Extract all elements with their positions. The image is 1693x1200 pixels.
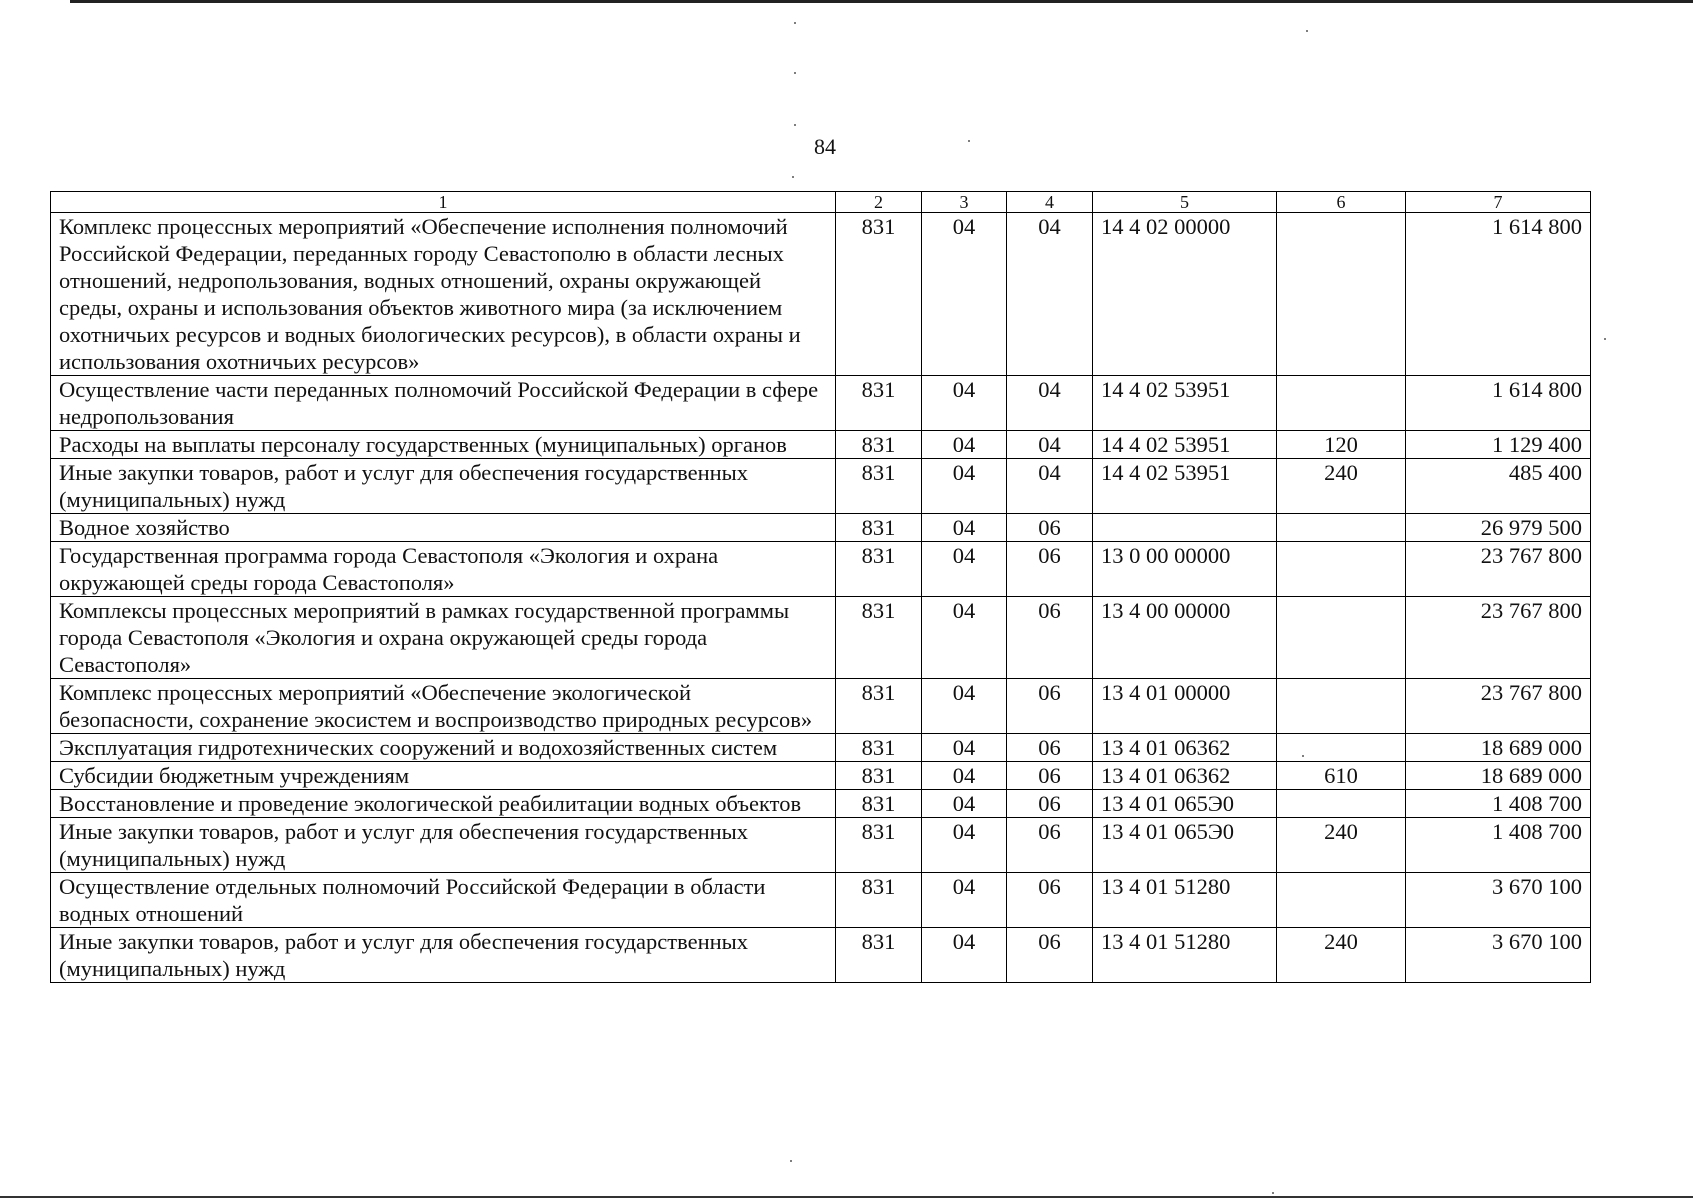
row-name: Комплексы процессных мероприятий в рамках государственной программы города Севастополя «Экология и охрана окружающей среды города Севастополя» <box>51 597 836 679</box>
row-col2: 831 <box>836 928 922 983</box>
row-col7: 1 614 800 <box>1406 376 1591 431</box>
scan-speck <box>792 176 794 178</box>
table-row <box>51 597 1591 679</box>
row-name: Комплекс процессных мероприятий «Обеспечение исполнения полномочий Российской Федерации, переданных городу Севастополю в области лесных отношений, недропользования, водных отношений, охраны окружающей среды, охраны и использования объектов животного мира (за исключением охотничьих ресурсов и водных биологических ресурсов), в области охраны и использования охотничьих ресурсов» <box>51 213 836 376</box>
row-col2: 831 <box>836 762 922 790</box>
row-col3: 04 <box>922 514 1007 542</box>
row-col7: 23 767 800 <box>1406 597 1591 679</box>
row-col4: 06 <box>1007 679 1093 734</box>
row-name: Водное хозяйство <box>51 514 836 542</box>
row-col4: 04 <box>1007 213 1093 376</box>
row-col2: 831 <box>836 213 922 376</box>
row-col7: 3 670 100 <box>1406 928 1591 983</box>
row-col5: 13 4 01 065Э0 <box>1093 790 1277 818</box>
table-row <box>51 431 1591 459</box>
row-col3: 04 <box>922 734 1007 762</box>
table-row <box>51 514 1591 542</box>
row-col4: 06 <box>1007 734 1093 762</box>
row-col5 <box>1093 514 1277 542</box>
row-col6 <box>1277 790 1406 818</box>
row-col5: 13 4 01 06362 <box>1093 762 1277 790</box>
scan-speck <box>790 1160 792 1162</box>
row-col6: 240 <box>1277 928 1406 983</box>
row-col2: 831 <box>836 679 922 734</box>
row-name: Иные закупки товаров, работ и услуг для обеспечения государственных (муниципальных) нужд <box>51 818 836 873</box>
row-name: Иные закупки товаров, работ и услуг для обеспечения государственных (муниципальных) нужд <box>51 459 836 514</box>
row-col2: 831 <box>836 597 922 679</box>
row-col2: 831 <box>836 431 922 459</box>
row-col3: 04 <box>922 762 1007 790</box>
row-col4: 06 <box>1007 818 1093 873</box>
scan-speck <box>1604 338 1606 340</box>
table-row <box>51 818 1591 873</box>
row-col5: 14 4 02 53951 <box>1093 376 1277 431</box>
row-name: Эксплуатация гидротехнических сооружений и водохозяйственных систем <box>51 734 836 762</box>
row-col2: 831 <box>836 790 922 818</box>
row-col5: 14 4 02 00000 <box>1093 213 1277 376</box>
table-row <box>51 376 1591 431</box>
row-col4: 06 <box>1007 873 1093 928</box>
row-col3: 04 <box>922 679 1007 734</box>
row-col3: 04 <box>922 213 1007 376</box>
row-name: Субсидии бюджетным учреждениям <box>51 762 836 790</box>
row-col3: 04 <box>922 873 1007 928</box>
header-cell: 6 <box>1277 192 1406 213</box>
row-col6 <box>1277 679 1406 734</box>
header-cell: 2 <box>836 192 922 213</box>
header-cell: 7 <box>1406 192 1591 213</box>
header-cell: 5 <box>1093 192 1277 213</box>
row-col2: 831 <box>836 514 922 542</box>
table-row <box>51 679 1591 734</box>
row-col7: 23 767 800 <box>1406 542 1591 597</box>
row-col6 <box>1277 873 1406 928</box>
row-col7: 18 689 000 <box>1406 762 1591 790</box>
row-col7: 485 400 <box>1406 459 1591 514</box>
row-col5: 13 4 01 00000 <box>1093 679 1277 734</box>
row-col5: 13 4 00 00000 <box>1093 597 1277 679</box>
table-row <box>51 734 1591 762</box>
row-col4: 06 <box>1007 928 1093 983</box>
header-cell: 1 <box>51 192 836 213</box>
row-col6 <box>1277 734 1406 762</box>
row-col4: 06 <box>1007 514 1093 542</box>
table-row <box>51 213 1591 376</box>
row-col2: 831 <box>836 376 922 431</box>
row-col6 <box>1277 213 1406 376</box>
scan-speck <box>1302 755 1304 757</box>
row-name: Государственная программа города Севастополя «Экология и охрана окружающей среды города Севастополя» <box>51 542 836 597</box>
row-name: Комплекс процессных мероприятий «Обеспечение экологической безопасности, сохранение экосистем и воспроизводство природных ресурсов» <box>51 679 836 734</box>
table-row <box>51 542 1591 597</box>
row-name: Осуществление отдельных полномочий Российской Федерации в области водных отношений <box>51 873 836 928</box>
row-col4: 04 <box>1007 459 1093 514</box>
scan-speck <box>968 140 970 142</box>
row-col7: 3 670 100 <box>1406 873 1591 928</box>
table-row <box>51 790 1591 818</box>
row-col6 <box>1277 514 1406 542</box>
table-row <box>51 459 1591 514</box>
budget-table <box>50 191 1591 983</box>
row-col7: 1 408 700 <box>1406 818 1591 873</box>
scan-speck <box>794 124 796 126</box>
row-name: Восстановление и проведение экологической реабилитации водных объектов <box>51 790 836 818</box>
scan-speck <box>794 72 796 74</box>
row-col3: 04 <box>922 431 1007 459</box>
header-cell: 4 <box>1007 192 1093 213</box>
page-number: 84 <box>814 134 836 159</box>
row-col2: 831 <box>836 734 922 762</box>
row-col2: 831 <box>836 459 922 514</box>
row-col3: 04 <box>922 542 1007 597</box>
row-name: Расходы на выплаты персоналу государственных (муниципальных) органов <box>51 431 836 459</box>
row-col4: 06 <box>1007 762 1093 790</box>
row-col3: 04 <box>922 376 1007 431</box>
scan-speck <box>1272 1192 1274 1194</box>
table-row <box>51 928 1591 983</box>
table-row <box>51 762 1591 790</box>
row-col2: 831 <box>836 818 922 873</box>
header-cell: 3 <box>922 192 1007 213</box>
row-col4: 04 <box>1007 376 1093 431</box>
row-col5: 13 4 01 51280 <box>1093 873 1277 928</box>
row-col6 <box>1277 376 1406 431</box>
row-col2: 831 <box>836 542 922 597</box>
scan-edge-top <box>70 0 1693 3</box>
row-col5: 13 4 01 065Э0 <box>1093 818 1277 873</box>
row-col7: 1 614 800 <box>1406 213 1591 376</box>
scan-edge-bottom <box>0 1196 1693 1198</box>
scan-speck <box>1306 30 1308 32</box>
row-col4: 04 <box>1007 431 1093 459</box>
row-col7: 1 408 700 <box>1406 790 1591 818</box>
row-col7: 26 979 500 <box>1406 514 1591 542</box>
table-row <box>51 873 1591 928</box>
row-col5: 14 4 02 53951 <box>1093 459 1277 514</box>
row-col3: 04 <box>922 597 1007 679</box>
row-col7: 1 129 400 <box>1406 431 1591 459</box>
row-col2: 831 <box>836 873 922 928</box>
row-name: Осуществление части переданных полномочий Российской Федерации в сфере недропользования <box>51 376 836 431</box>
row-name: Иные закупки товаров, работ и услуг для обеспечения государственных (муниципальных) нужд <box>51 928 836 983</box>
scan-speck <box>794 22 796 24</box>
row-col6 <box>1277 597 1406 679</box>
row-col4: 06 <box>1007 542 1093 597</box>
row-col3: 04 <box>922 928 1007 983</box>
row-col3: 04 <box>922 790 1007 818</box>
row-col7: 18 689 000 <box>1406 734 1591 762</box>
row-col3: 04 <box>922 459 1007 514</box>
row-col3: 04 <box>922 818 1007 873</box>
row-col4: 06 <box>1007 790 1093 818</box>
row-col7: 23 767 800 <box>1406 679 1591 734</box>
row-col6: 240 <box>1277 459 1406 514</box>
row-col5: 13 0 00 00000 <box>1093 542 1277 597</box>
row-col6: 610 <box>1277 762 1406 790</box>
row-col6 <box>1277 542 1406 597</box>
row-col6: 120 <box>1277 431 1406 459</box>
row-col6: 240 <box>1277 818 1406 873</box>
row-col5: 13 4 01 51280 <box>1093 928 1277 983</box>
row-col4: 06 <box>1007 597 1093 679</box>
row-col5: 14 4 02 53951 <box>1093 431 1277 459</box>
row-col5: 13 4 01 06362 <box>1093 734 1277 762</box>
header-row <box>51 192 1591 213</box>
